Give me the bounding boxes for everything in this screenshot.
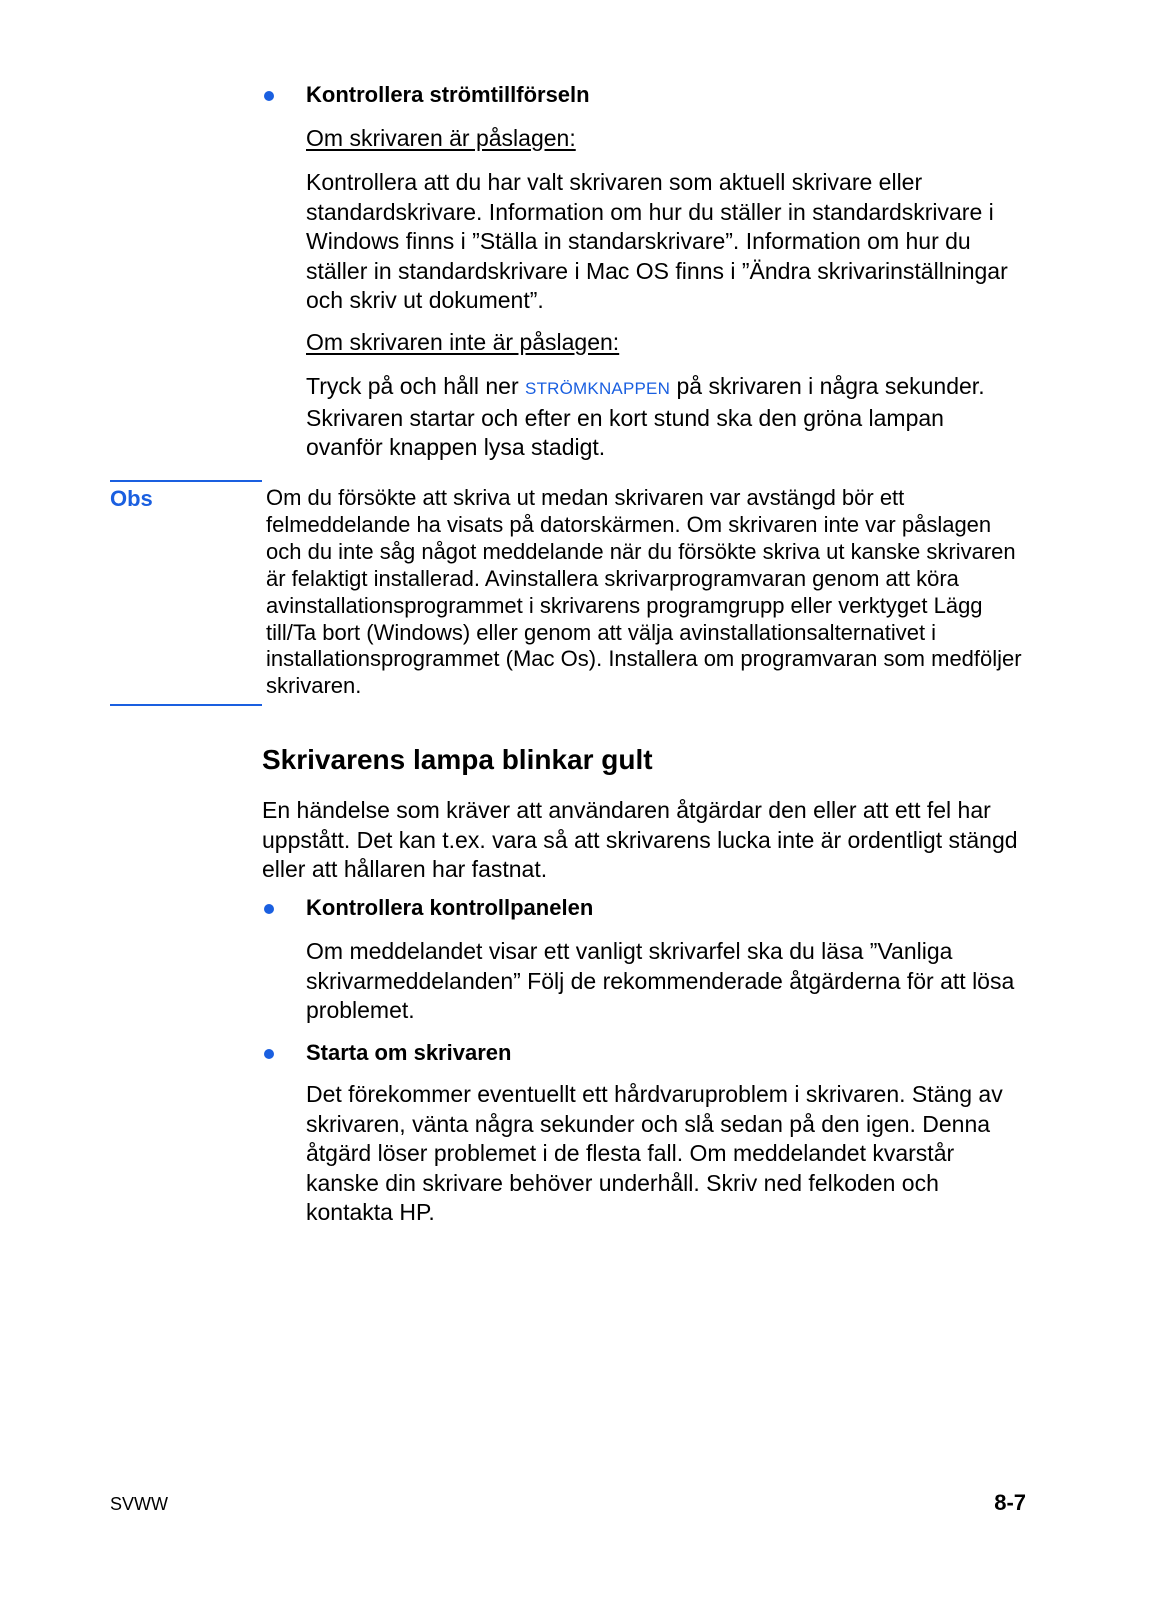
note-text: Om du försökte att skriva ut medan skrivaren var avstängd bör ett felmeddelande ha visats på datorskärmen. Om skrivaren inte var påslagen och du inte såg något meddelande när du försökte skriva ut kanske skrivaren är felaktigt installerad. Avinstallera skrivarprogramvaran genom att köra avinstallationsprogrammet i skrivarens programgrupp eller verktyget Lägg till/Ta bort (Windows) eller genom att välja avinstallationsalternativet i installationsprogrammet (Mac Os). Installera om programvaran som medföljer skrivaren. xyxy=(266,485,1022,699)
text-before-keyword: Tryck på och håll ner xyxy=(306,373,526,399)
power-button-keyword: STRÖMKNAPPEN xyxy=(525,379,671,398)
paragraph-restart: Det förekommer eventuellt ett hårdvaruproblem i skrivaren. Stäng av skrivaren, vänta några sekunder och slå sedan på den igen. Denna åtgärd löser problemet i de flesta fall. Om meddelandet kvarstår kanske din skrivare behöver underhåll. Skriv ned felkoden och kontakta HP. xyxy=(306,1081,1003,1225)
page-number: 8-7 xyxy=(994,1490,1026,1515)
section-intro: En händelse som kräver att användaren åtgärdar den eller att ett fel har uppstått. Det kan t.ex. vara så att skrivarens lucka inte är ordentligt stängd eller att hållaren har fastnat. xyxy=(262,797,1018,882)
subheading-printer-off: Om skrivaren inte är påslagen: xyxy=(306,329,620,355)
bullet-dot xyxy=(264,904,274,914)
bullet-heading-power: Kontrollera strömtillförseln xyxy=(306,82,590,107)
footer-locale: SVWW xyxy=(110,1494,168,1514)
bullet-heading-control-panel: Kontrollera kontrollpanelen xyxy=(306,895,594,920)
subheading-printer-on: Om skrivaren är påslagen: xyxy=(306,125,576,151)
bullet-dot xyxy=(264,1049,274,1059)
bullet-dot xyxy=(264,91,274,101)
paragraph-printer-off xyxy=(306,372,1026,463)
section-title: Skrivarens lampa blinkar gult xyxy=(262,744,653,775)
note-label: Obs xyxy=(110,486,153,511)
note-bottom-rule xyxy=(110,704,262,706)
paragraph-control-panel: Om meddelandet visar ett vanligt skrivarfel ska du läsa ”Vanliga skrivarmeddelanden” Följ de rekommenderade åtgärderna för att lösa problemet. xyxy=(306,938,1015,1023)
paragraph-printer-on: Kontrollera att du har valt skrivaren som aktuell skrivare eller standardskrivare. Information om hur du ställer in standardskrivare i Windows finns i ”Ställa in standarskrivare”. Information om hur du ställer in standardskrivare i Mac OS finns i ”Ändra skrivarinställningar och skriv ut dokument”. xyxy=(306,169,1008,313)
text-after-keyword: på skrivaren i några sekunder. Skrivaren startar och efter en kort stund ska den gröna lampan ovanför knappen lysa stadigt. xyxy=(306,373,985,460)
bullet-heading-restart: Starta om skrivaren xyxy=(306,1040,512,1065)
note-top-rule xyxy=(110,480,262,482)
